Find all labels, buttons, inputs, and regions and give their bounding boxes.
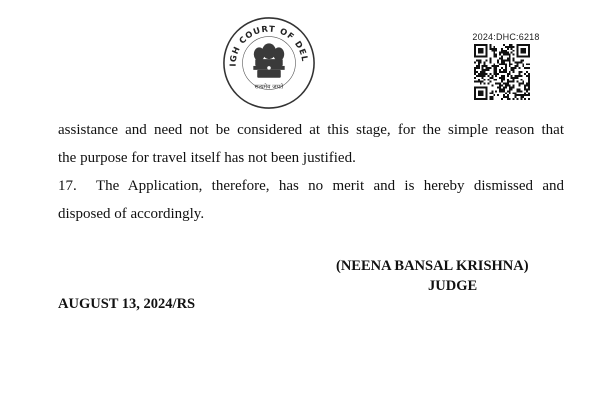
judge-title: JUDGE bbox=[428, 278, 478, 294]
paragraph-line: disposed of accordingly. bbox=[58, 206, 205, 222]
paragraph-continuation bbox=[58, 116, 564, 172]
judge-name: (NEENA BANSAL KRISHNA) bbox=[336, 258, 529, 274]
paragraph-line bbox=[58, 172, 564, 200]
court-seal bbox=[220, 14, 318, 112]
seal-motto: सत्यमेव जयते bbox=[254, 84, 284, 91]
paragraph-number: 17. bbox=[58, 178, 77, 194]
court-emblem-icon bbox=[220, 14, 318, 112]
paragraph-text: The Application, therefore, has no merit and is hereby dismissed and bbox=[96, 178, 564, 194]
order-date: AUGUST 13, 2024/RS bbox=[58, 296, 196, 312]
citation-number: 2024:DHC:6218 bbox=[472, 32, 540, 42]
qr-code-icon bbox=[474, 44, 530, 100]
paragraph-line: assistance and need not be considered at this stage, for the simple reason that bbox=[58, 122, 564, 138]
svg-text:HIGH COURT OF DELHI bbox=[220, 14, 310, 67]
paragraph-17 bbox=[58, 172, 564, 228]
seal-text: IGH COURT OF DEL bbox=[227, 23, 311, 67]
paragraph-line: the purpose for travel itself has not been justified. bbox=[58, 150, 356, 166]
citation-block bbox=[468, 32, 544, 100]
